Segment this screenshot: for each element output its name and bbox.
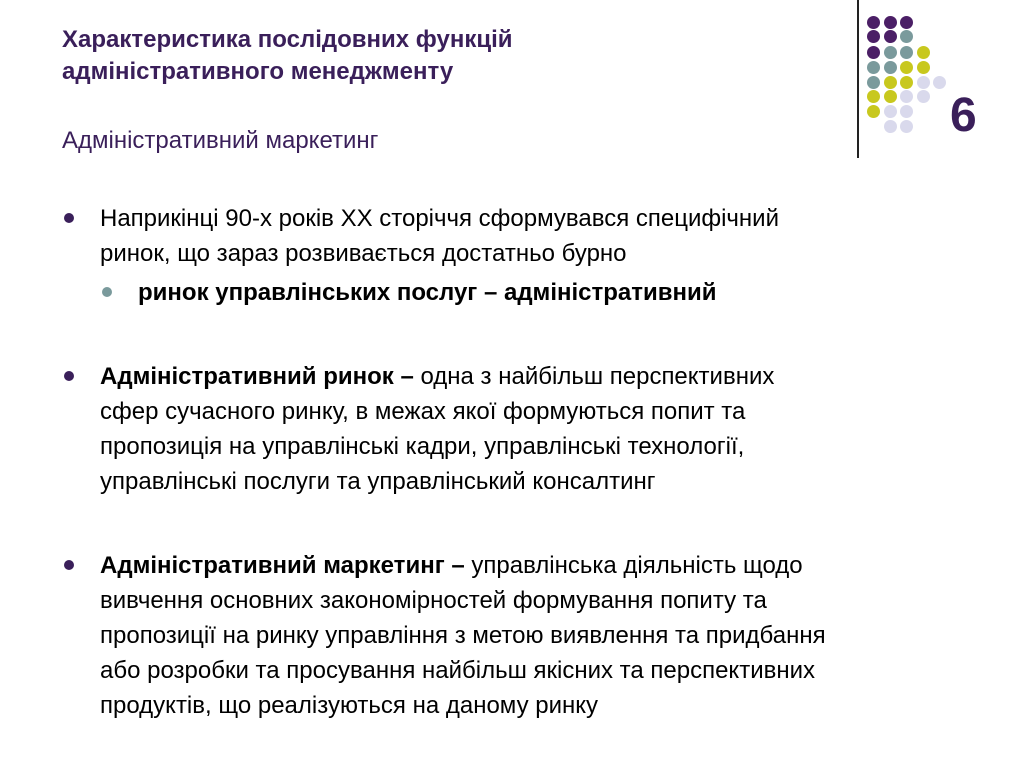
header-divider <box>857 0 859 158</box>
slide-subtitle: Адміністративний маркетинг <box>62 127 379 154</box>
bullet-marker <box>64 560 74 570</box>
decor-dot <box>933 76 946 89</box>
decor-dot <box>884 90 897 103</box>
sub-bullet-item: ринок управлінських послуг – адміністративний <box>138 279 717 306</box>
bullet-2-line-1 <box>100 359 774 394</box>
decor-dot <box>900 61 913 74</box>
decor-dot <box>867 30 880 43</box>
sub-bullet-marker <box>102 287 112 297</box>
bullet-marker <box>64 371 74 381</box>
title-line-2: адміністративного менеджменту <box>62 58 454 85</box>
decor-dot <box>900 76 913 89</box>
decor-dot <box>917 61 930 74</box>
bullet-marker <box>64 213 74 223</box>
decor-dot <box>900 120 913 133</box>
bullet-3-term: Адміністративний маркетинг – <box>100 552 465 579</box>
decor-dot <box>867 105 880 118</box>
decor-dot <box>884 105 897 118</box>
decor-dot <box>884 76 897 89</box>
bullet-item-2 <box>100 359 774 499</box>
decor-dot <box>867 46 880 59</box>
bullet-2-line-1-rest: одна з найбільш перспективних <box>413 363 775 390</box>
decor-dot <box>900 90 913 103</box>
decor-dot <box>867 61 880 74</box>
bullet-2-term: Адміністративний ринок – <box>100 363 414 390</box>
decor-dot <box>917 90 930 103</box>
decor-dot <box>917 46 930 59</box>
bullet-2-line-2: сфер сучасного ринку, в межах якої формуються попит та <box>100 398 746 425</box>
decor-dot <box>867 90 880 103</box>
decor-dot <box>884 46 897 59</box>
bullet-3-line-2: вивчення основних закономірностей формування попиту та <box>100 587 767 614</box>
decor-dot <box>867 76 880 89</box>
decor-dot <box>884 16 897 29</box>
decor-dot <box>884 30 897 43</box>
decor-dot <box>917 76 930 89</box>
bullet-3-line-5: продуктів, що реалізуються на даному ринку <box>100 692 599 719</box>
bullet-1-line-2: ринок, що зараз розвивається достатньо бурно <box>100 240 627 267</box>
bullet-3-line-1-rest: управлінська діяльність щодо <box>464 552 803 579</box>
slide-number: 6 <box>950 89 977 142</box>
decor-dot <box>900 105 913 118</box>
bullet-item-3 <box>100 548 826 723</box>
decor-dot <box>867 16 880 29</box>
decor-dot <box>900 16 913 29</box>
decor-dot <box>884 120 897 133</box>
title-line-1: Характеристика послідовних функцій <box>62 26 513 53</box>
bullet-3-line-3: пропозиції на ринку управління з метою виявлення та придбання <box>100 622 826 649</box>
bullet-3-line-4: або розробки та просування найбільш якісних та перспективних <box>100 657 816 684</box>
bullet-3-line-1 <box>100 548 826 583</box>
bullet-2-line-3: пропозиція на управлінські кадри, управлінські технології, <box>100 433 745 460</box>
decor-dot <box>884 61 897 74</box>
bullet-1-line-1: Наприкінці 90-х років XX сторіччя сформувався специфічний <box>100 205 779 232</box>
bullet-2-line-4: управлінські послуги та управлінський консалтинг <box>100 468 656 495</box>
slide-title <box>62 24 822 88</box>
decor-dot <box>900 46 913 59</box>
bullet-item-1 <box>100 201 779 271</box>
decor-dot <box>900 30 913 43</box>
